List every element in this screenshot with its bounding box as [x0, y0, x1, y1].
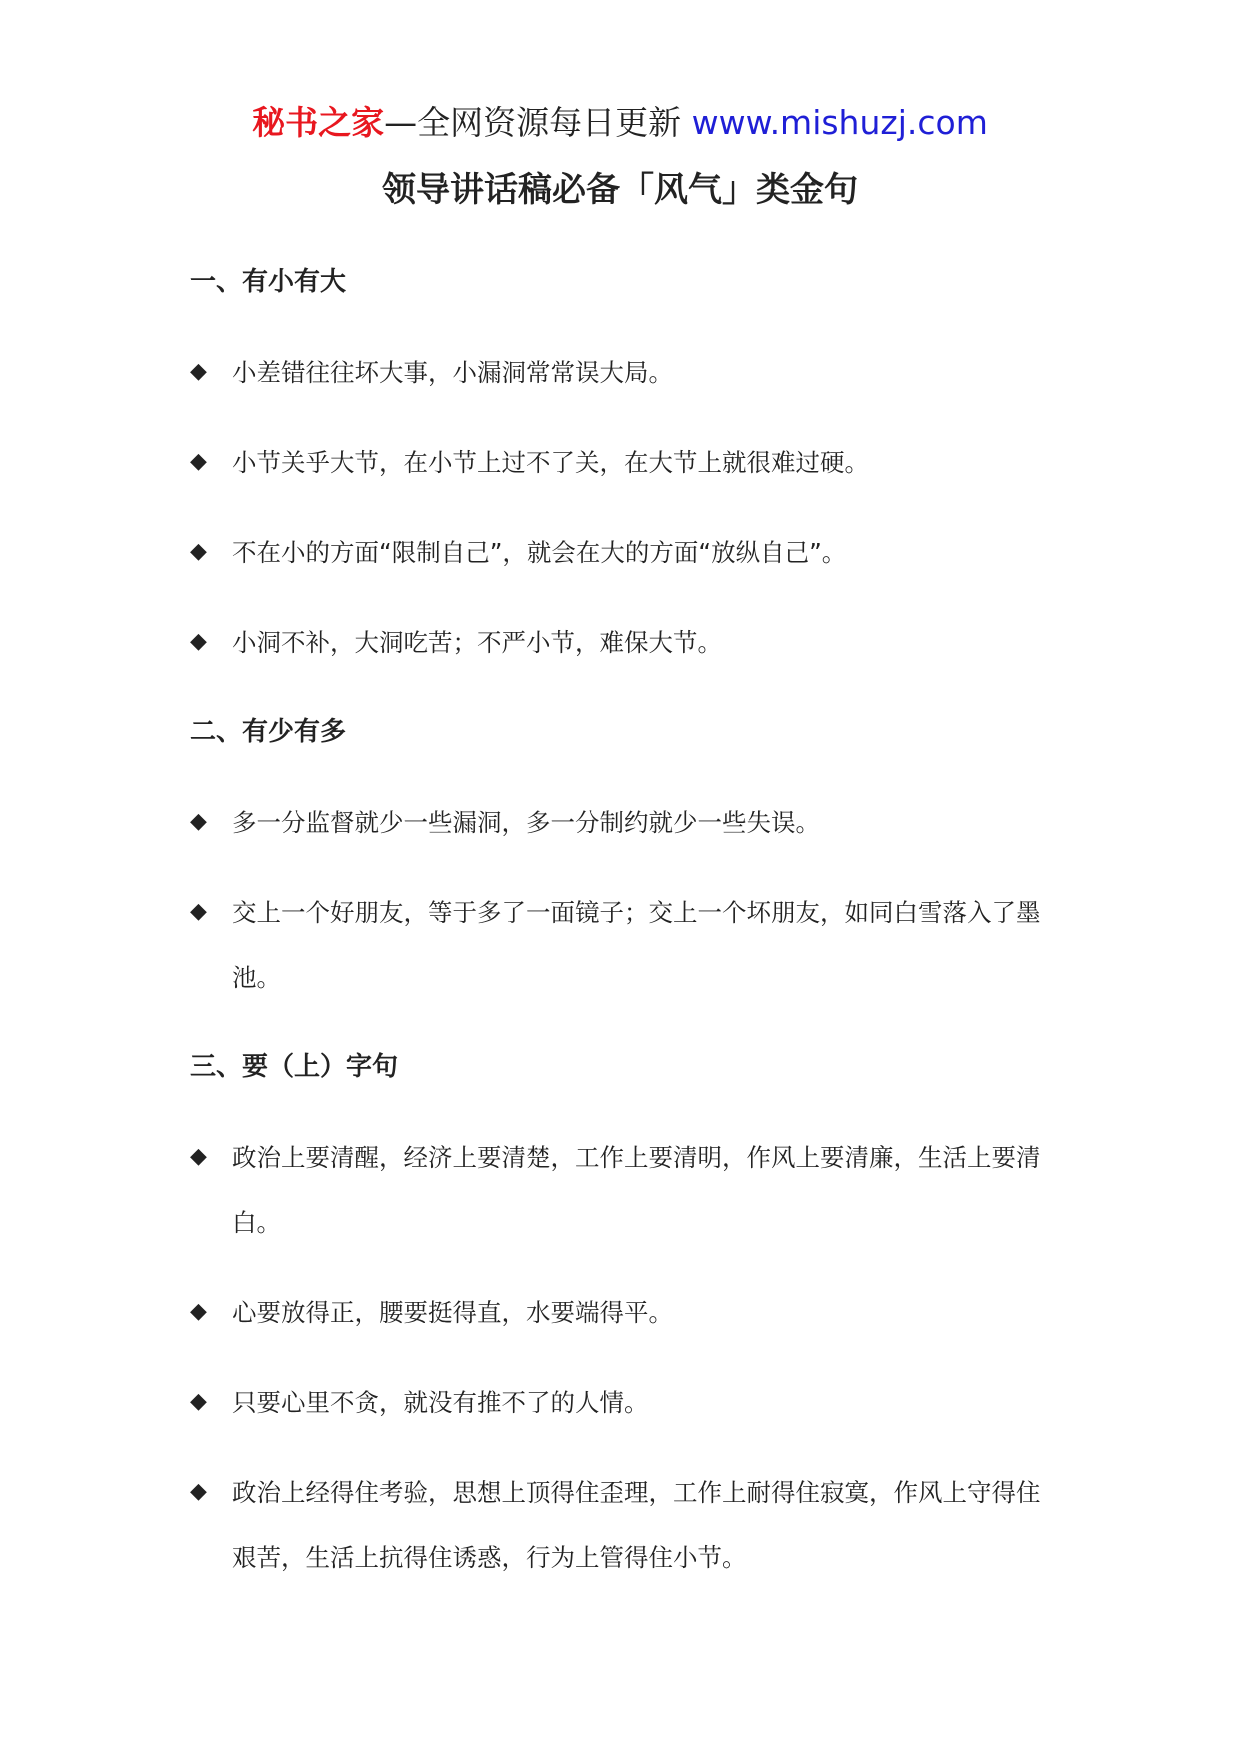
item-text: 交上一个好朋友，等于多了一面镜子；交上一个坏朋友，如同白雪落入了墨池。	[232, 898, 1041, 992]
item-text: 心要放得正，腰要挺得直，水要端得平。	[232, 1298, 673, 1327]
diamond-bullet-icon: ◆	[190, 1389, 207, 1414]
item-text: 小洞不补，大洞吃苦；不严小节，难保大节。	[232, 628, 722, 657]
list-item	[190, 892, 1050, 1010]
list-item	[190, 442, 1050, 495]
diamond-bullet-icon: ◆	[190, 449, 207, 474]
item-text: 只要心里不贪，就没有推不了的人情。	[232, 1388, 649, 1417]
item-text: 小节关乎大节，在小节上过不了关，在大节上就很难过硬。	[232, 448, 869, 477]
list-item	[190, 802, 1050, 855]
item-text: 政治上要清醒，经济上要清楚，工作上要清明，作风上要清廉，生活上要清白。	[232, 1143, 1041, 1237]
list-item	[190, 622, 1050, 675]
section-heading-2: 二、有少有多	[190, 717, 347, 747]
section-heading-3: 三、要（上）字句	[190, 1052, 399, 1082]
diamond-bullet-icon: ◆	[190, 899, 207, 924]
diamond-bullet-icon: ◆	[190, 1299, 207, 1324]
section-heading-1: 一、有小有大	[190, 267, 347, 297]
diamond-bullet-icon: ◆	[190, 809, 207, 834]
diamond-bullet-icon: ◆	[190, 359, 207, 384]
item-text: 政治上经得住考验，思想上顶得住歪理，工作上耐得住寂寞，作风上守得住艰苦，生活上抗得住诱惑，行为上管得住小节。	[232, 1478, 1041, 1572]
list-item	[190, 352, 1050, 405]
site-url-link[interactable]: www.mishuzj.com	[691, 103, 988, 142]
list-item	[190, 1472, 1050, 1590]
item-text: 多一分监督就少一些漏洞，多一分制约就少一些失误。	[232, 808, 820, 837]
list-item	[190, 1382, 1050, 1435]
list-item	[190, 532, 1050, 585]
diamond-bullet-icon: ◆	[190, 1479, 207, 1504]
list-item	[190, 1137, 1050, 1255]
header-tagline: —全网资源每日更新	[384, 103, 692, 142]
list-item	[190, 1292, 1050, 1345]
diamond-bullet-icon: ◆	[190, 539, 207, 564]
document-title: 领导讲话稿必备「风气」类金句	[382, 170, 858, 210]
diamond-bullet-icon: ◆	[190, 629, 207, 654]
item-text: 小差错往往坏大事，小漏洞常常误大局。	[232, 358, 673, 387]
diamond-bullet-icon: ◆	[190, 1144, 207, 1169]
item-text: 不在小的方面“限制自己”，就会在大的方面“放纵自己”。	[232, 538, 847, 567]
site-header	[0, 98, 1240, 148]
brand-name: 秘书之家	[252, 103, 385, 142]
